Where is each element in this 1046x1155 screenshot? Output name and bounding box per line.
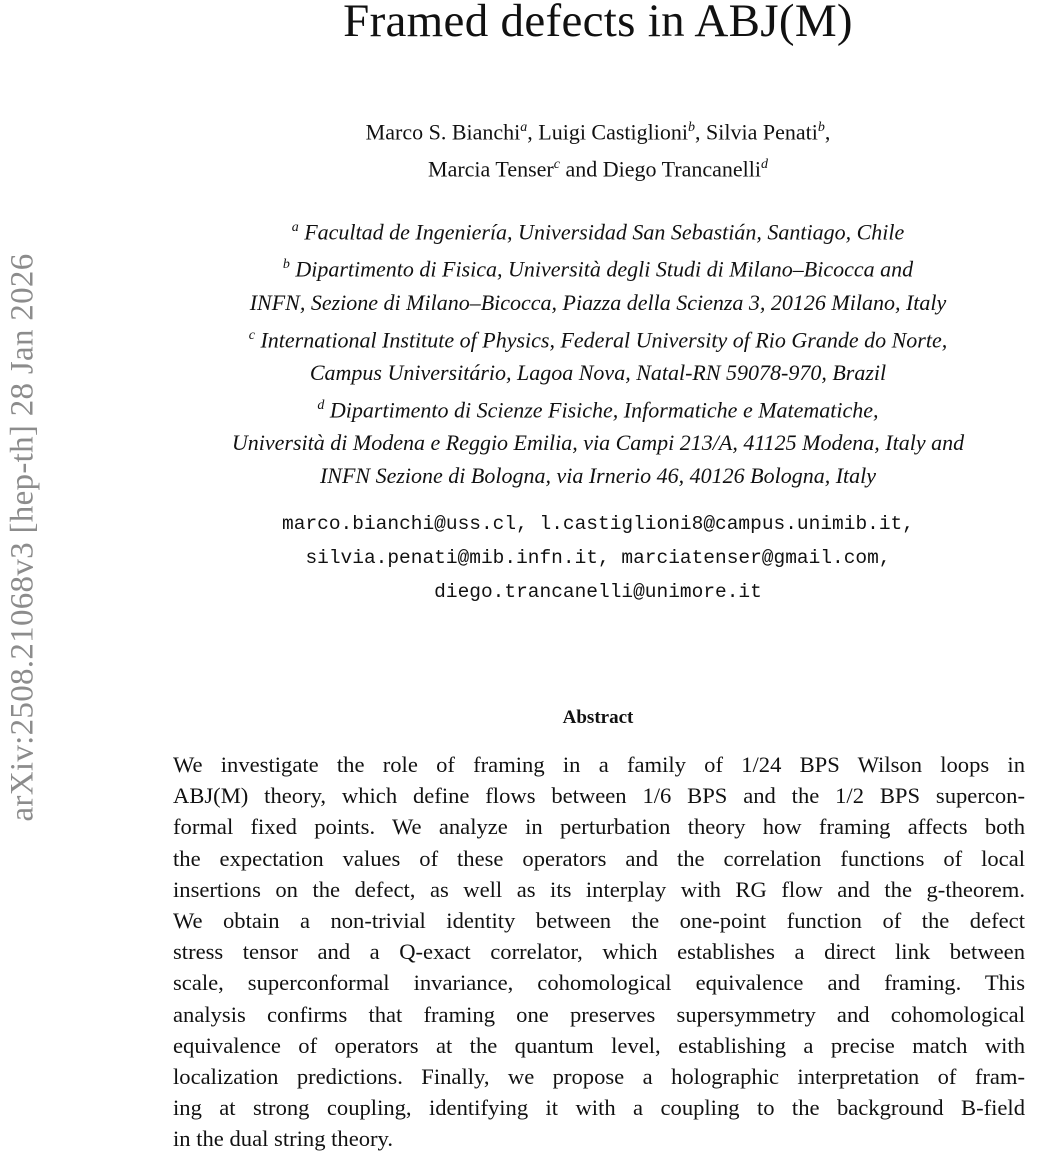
abstract-line: localization predictions. Finally, we propose a holographic interpretation of fram- [173, 1064, 1025, 1090]
author: Diego Trancanelli [602, 156, 761, 182]
affil-mark: d [317, 397, 325, 413]
author-line-1 [150, 111, 1046, 148]
email-line: marco.bianchi@uss.cl, l.castiglioni8@campus.unimib.it, [282, 513, 914, 535]
affiliation-text: Università di Modena e Reggio Emilia, via Campi 213/A, 41125 Modena, Italy and [231, 430, 965, 456]
author: Silvia Penati [706, 119, 818, 145]
separator: , [695, 119, 706, 145]
abstract-line: insertions on the defect, as well as its interplay with RG flow and the g-theorem. [173, 876, 1025, 902]
email-list [150, 507, 1046, 609]
separator: and [559, 156, 603, 182]
affil-mark: d [760, 157, 768, 173]
affil-mark: b [688, 120, 695, 135]
author-list [150, 111, 1046, 186]
abstract-body [173, 749, 1025, 1155]
author-line-2 [150, 148, 1046, 185]
affiliation-text: International Institute of Physics, Federal University of Rio Grande do Norte, [260, 326, 948, 352]
affiliation-text: INFN, Sezione di Milano–Bicocca, Piazza della Scienza 3, 20126 Milano, Italy [249, 289, 947, 315]
affil-mark: c [553, 157, 560, 173]
affiliation-text: Dipartimento di Scienze Fisiche, Informatiche e Matematiche, [329, 397, 879, 423]
affil-mark: b [817, 120, 825, 135]
abstract-line: ing at strong coupling, identifying it with a coupling to the background B-field [173, 1095, 1025, 1121]
affiliation-list [150, 211, 1046, 492]
affiliation-line [150, 248, 1046, 285]
affiliation-text: Facultad de Ingeniería, Universidad San Sebastián, Santiago, Chile [304, 219, 905, 245]
abstract-line: the expectation values of these operators and the correlation functions of local [173, 845, 1025, 871]
separator: , [824, 119, 831, 145]
abstract-line: ABJ(M) theory, which define flows between 1/6 BPS and the 1/2 BPS supercon- [173, 783, 1025, 809]
arxiv-stamp-text: arXiv:2508.21068v3 [hep-th] 28 Jan 2026 [4, 253, 41, 822]
affil-mark: b [282, 257, 290, 273]
affiliation-text: INFN Sezione di Bologna, via Irnerio 46, 40126 Bologna, Italy [319, 463, 877, 489]
author: Marcia Tenser [428, 156, 554, 182]
abstract-line: analysis confirms that framing one preserves supersymmetry and cohomological [173, 1001, 1025, 1027]
abstract-line: equivalence of operators at the quantum level, establishing a precise match with [173, 1032, 1025, 1058]
email-line: diego.trancanelli@unimore.it [434, 581, 762, 603]
arxiv-stamp [6, 175, 40, 900]
affiliation-line [150, 459, 1046, 492]
abstract-line: stress tensor and a Q-exact correlator, which establishes a direct link between [173, 939, 1025, 965]
abstract-line: We obtain a non-trivial identity between the one-point function of the defect [173, 908, 1025, 934]
paper-title: Framed defects in ABJ(M) [343, 0, 853, 47]
affiliation-line [150, 389, 1046, 426]
abstract-heading: Abstract [562, 707, 634, 728]
email-line: silvia.penati@mib.infn.it, marciatenser@gmail.com, [305, 547, 891, 569]
abstract-line: formal fixed points. We analyze in perturbation theory how framing affects both [173, 814, 1025, 840]
affil-mark: a [291, 220, 299, 235]
abstract-line: in the dual string theory. [173, 1126, 394, 1152]
affiliation-line [150, 286, 1046, 319]
abstract-line: scale, superconformal invariance, cohomological equivalence and framing. This [173, 970, 1025, 996]
affiliation-text: Dipartimento di Fisica, Università degli Studi di Milano–Bicocca and [295, 256, 914, 282]
affiliation-line [150, 319, 1046, 356]
author: Luigi Castiglioni [538, 119, 688, 145]
affiliation-line [150, 426, 1046, 459]
affiliation-line [150, 356, 1046, 389]
separator: , [527, 119, 539, 145]
affiliation-line [150, 211, 1046, 248]
abstract-line: We investigate the role of framing in a family of 1/24 BPS Wilson loops in [173, 752, 1025, 777]
author: Marco S. Bianchi [365, 119, 521, 145]
affil-mark: a [520, 120, 528, 135]
affiliation-text: Campus Universitário, Lagoa Nova, Natal-RN 59078-970, Brazil [309, 359, 887, 385]
affil-mark: c [248, 327, 255, 343]
